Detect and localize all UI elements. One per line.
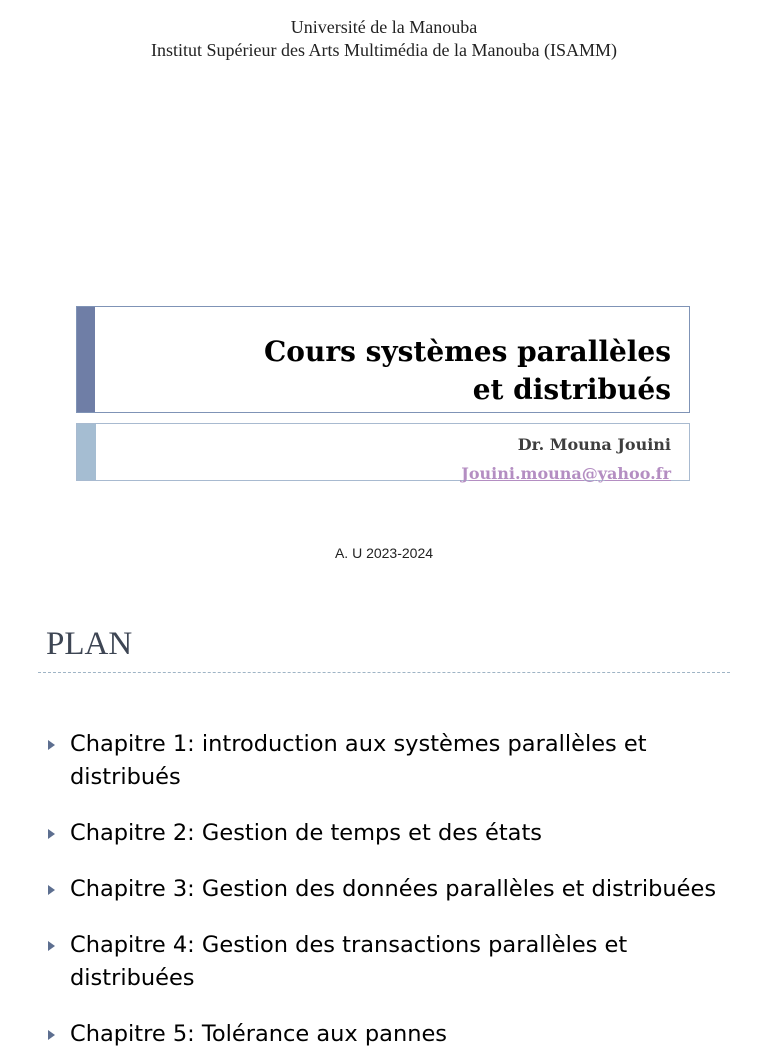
title-accent-bar (77, 307, 95, 412)
course-title-line-2: et distribués (472, 373, 671, 406)
chapter-item (46, 728, 736, 794)
university-name: Université de la Manouba (290, 17, 478, 37)
author-box (76, 423, 690, 481)
bullet-arrow-icon (48, 885, 55, 895)
author-accent-bar (77, 424, 96, 480)
plan-divider (38, 672, 730, 673)
institute-name: Institut Supérieur des Arts Multimédia de la Manouba (ISAMM) (151, 40, 617, 60)
author-email-link[interactable]: Jouini.mouna@yahoo.fr (461, 464, 671, 483)
chapter-label: Chapitre 2: Gestion de temps et des états (70, 820, 542, 846)
plan-heading: PLAN (46, 626, 133, 662)
bullet-arrow-icon (48, 1030, 55, 1040)
bullet-arrow-icon (48, 740, 55, 750)
course-title-line-1: Cours systèmes parallèles (264, 335, 671, 368)
chapter-label: Chapitre 5: Tolérance aux pannes (70, 1021, 448, 1047)
chapter-item (46, 817, 736, 850)
chapter-label: Chapitre 4: Gestion des transactions parallèles et distribuées (70, 932, 628, 991)
chapter-label: Chapitre 3: Gestion des données parallèles et distribuées (70, 876, 717, 902)
bullet-arrow-icon (48, 829, 55, 839)
chapter-item (46, 1018, 736, 1051)
author-name: Dr. Mouna Jouini (517, 435, 671, 454)
institution-header (0, 16, 768, 62)
bullet-arrow-icon (48, 941, 55, 951)
chapter-label: Chapitre 1: introduction aux systèmes parallèles et distribués (70, 731, 647, 790)
chapter-item (46, 929, 736, 995)
chapter-item (46, 873, 736, 906)
course-title (264, 333, 671, 409)
title-box (76, 306, 690, 413)
chapter-list (46, 728, 736, 1051)
academic-year: A. U 2023-2024 (334, 545, 434, 561)
